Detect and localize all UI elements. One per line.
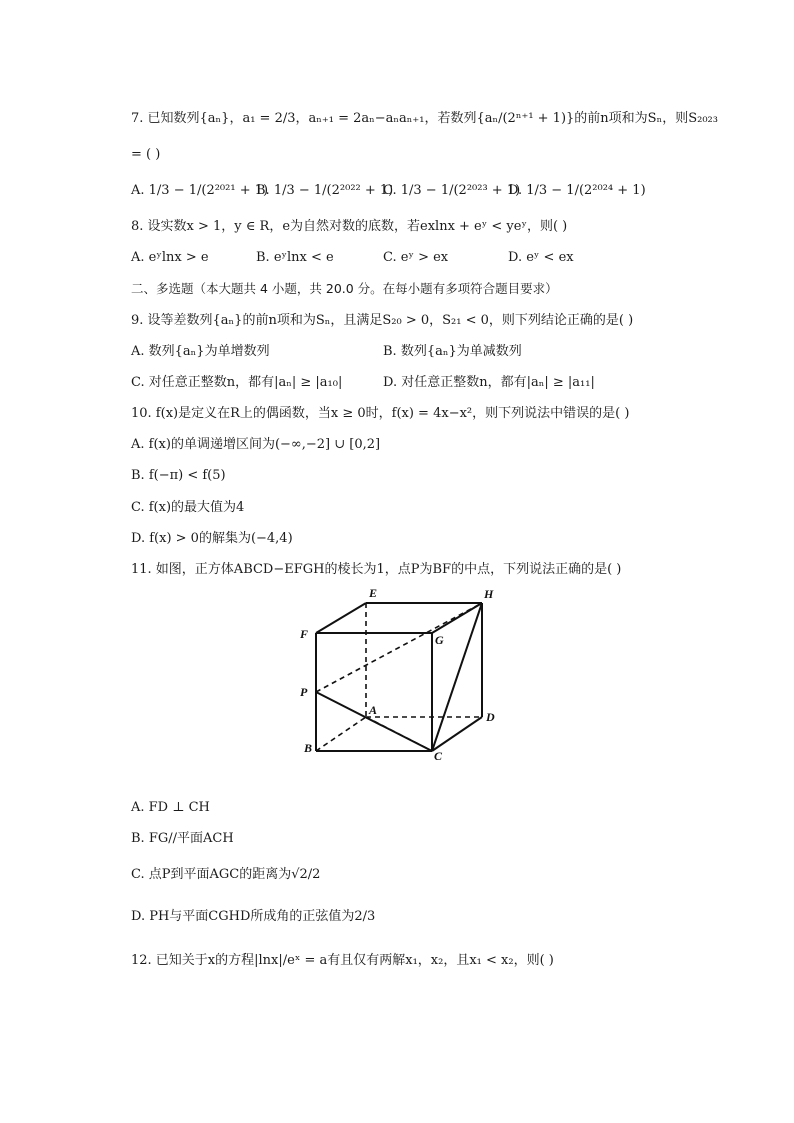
q11-option-b: B. FG//平面ACH [131,831,234,846]
q8-option-d: D. eʸ < ex [508,250,574,265]
q7-option-a: A. 1/3 − 1/(2²⁰²¹ + 1) [131,183,269,198]
q10-stem: 10. f(x)是定义在R上的偶函数，当x ≥ 0时，f(x) = 4x−x²，则下列说法中错误的是( ) [131,406,630,421]
vertex-label-h: H [484,587,494,601]
q8-option-c: C. eʸ > ex [383,250,449,265]
q9-option-d: D. 对任意正整数n，都有|aₙ| ≥ |a₁₁| [383,375,595,390]
vertex-label-b: B [304,741,313,755]
q7-stem: 7. 已知数列{aₙ}，a₁ = 2/3，aₙ₊₁ = 2aₙ−aₙaₙ₊₁，若数列{aₙ/(2ⁿ⁺¹ + 1)}的前n项和为Sₙ，则S₂₀₂₃ [131,111,718,126]
vertex-label-d: D [486,710,495,724]
q7-option-d: D. 1/3 − 1/(2²⁰²⁴ + 1) [508,183,646,198]
section-heading-multi-choice: 二、多选题（本大题共 4 小题，共 20.0 分。在每小题有多项符合题目要求） [131,281,558,296]
q9-stem: 9. 设等差数列{aₙ}的前n项和为Sₙ，且满足S₂₀ > 0，S₂₁ < 0，则下列结论正确的是( ) [131,313,634,328]
vertex-label-c: C [434,749,443,762]
vertex-label-g: G [435,633,444,647]
edge-cd [432,717,482,751]
edge-gh [432,603,482,633]
segment-ch [432,603,482,751]
vertex-label-p: P [300,685,308,699]
vertex-label-a: A [369,703,378,717]
q7-option-b: B. 1/3 − 1/(2²⁰²² + 1) [256,183,394,198]
q11-option-d: D. PH与平面CGHD所成角的正弦值为2/3 [131,909,376,924]
q9-option-c: C. 对任意正整数n，都有|aₙ| ≥ |a₁₀| [131,375,343,390]
q10-option-d: D. f(x) > 0的解集为(−4,4) [131,531,293,546]
q12-stem: 12. 已知关于x的方程|lnx|/eˣ = a有且仅有两解x₁，x₂，且x₁ < x₂，则( ) [131,953,554,968]
q11-stem: 11. 如图，正方体ABCD−EFGH的棱长为1，点P为BF的中点，下列说法正确的是( ) [131,562,622,577]
cube-figure [290,582,510,762]
q7-stem-cont: = ( ) [131,147,161,162]
q10-option-a: A. f(x)的单调递增区间为(−∞,−2] ∪ [0,2] [131,437,381,452]
q9-option-a: A. 数列{aₙ}为单增数列 [131,344,270,359]
segment-ac-hidden [366,717,432,751]
vertex-label-f: F [300,627,309,641]
edge-ba-hidden [316,717,366,751]
q11-option-c: C. 点P到平面AGC的距离为√2/2 [131,867,321,882]
edge-fe [316,603,366,633]
q10-option-b: B. f(−π) < f(5) [131,468,226,483]
q7-option-c: C. 1/3 − 1/(2²⁰²³ + 1) [383,183,521,198]
q8-stem: 8. 设实数x > 1，y ∈ R，e为自然对数的底数，若exlnx + eʸ < yeʸ，则( ) [131,219,568,234]
q10-option-c: C. f(x)的最大值为4 [131,500,245,515]
q8-option-a: A. eʸlnx > e [131,250,209,265]
q8-option-b: B. eʸlnx < e [256,250,334,265]
q9-option-b: B. 数列{aₙ}为单减数列 [383,344,522,359]
q11-option-a: A. FD ⊥ CH [131,800,210,815]
vertex-label-e: E [369,586,378,600]
